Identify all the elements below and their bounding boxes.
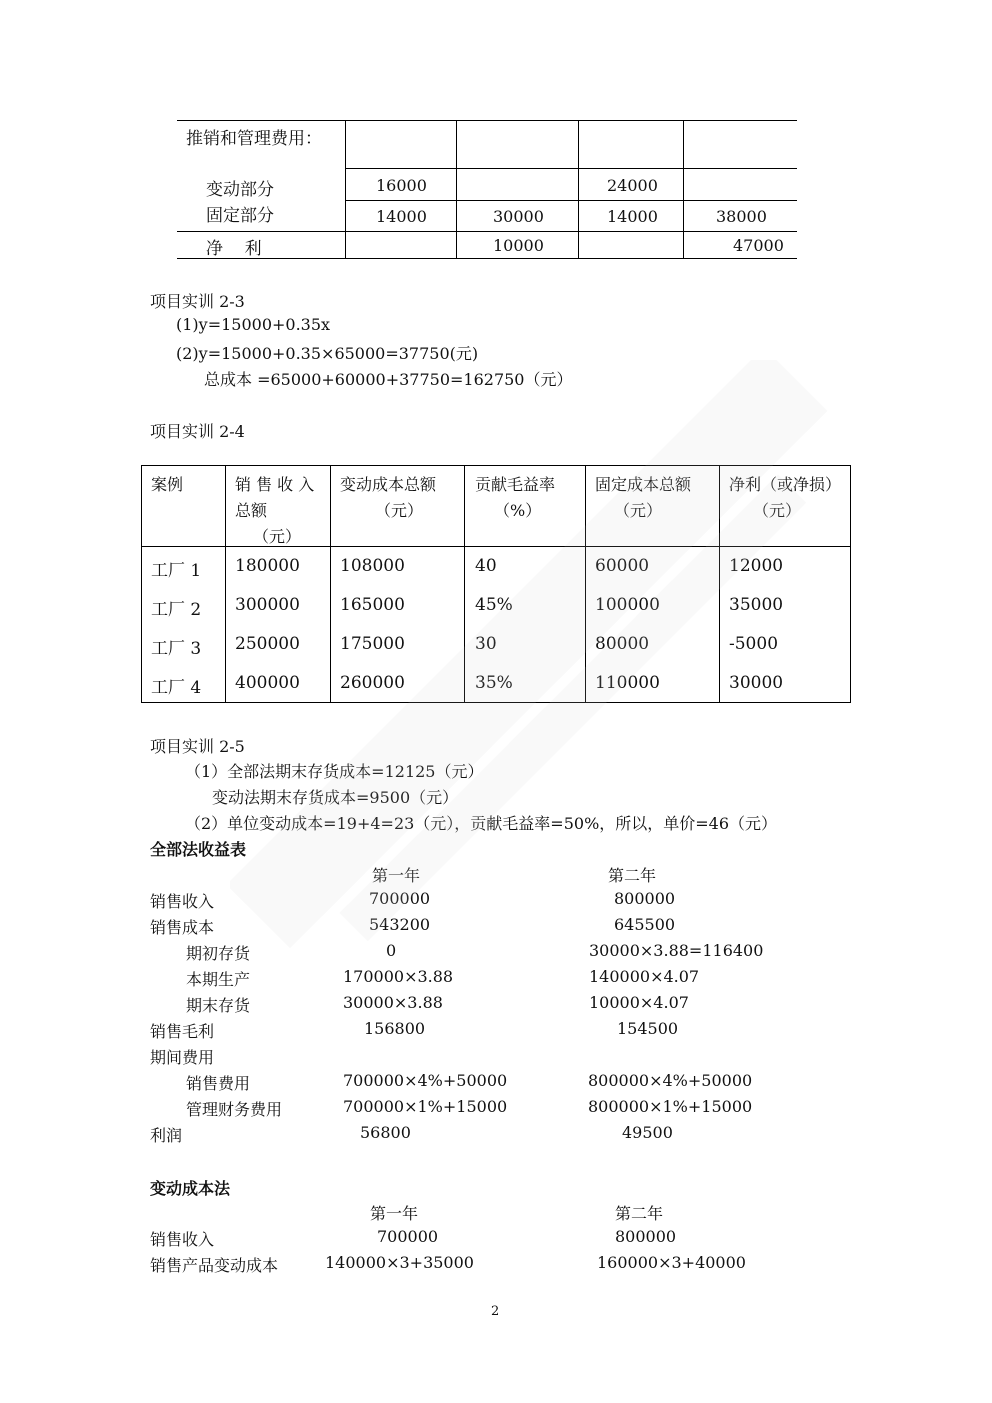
cell: 38000 [716, 207, 767, 226]
cell: 175000 [340, 634, 405, 654]
section-title: 项目实训 2-3 [150, 292, 245, 311]
value-year2: 160000×3+40000 [597, 1253, 746, 1272]
answer-line: （2）单位变动成本=19+4=23（元），贡献毛益率=50%，所以，单价=46（元） [185, 814, 778, 833]
header-sales: （元） [253, 527, 302, 546]
value-year1: 0 [386, 941, 397, 960]
header-variable-cost: 变动成本总额 [340, 475, 437, 494]
cell: 工厂 4 [151, 678, 202, 698]
value-year1: 140000×3+35000 [325, 1253, 474, 1272]
expense-header-label: 推销和管理费用： [186, 129, 322, 149]
value-year2: 10000×4.07 [589, 993, 689, 1012]
formula-line: (2)y=15000+0.35×65000=37750(元) [176, 344, 479, 363]
cell: 工厂 2 [151, 600, 202, 620]
value-year1: 156800 [364, 1019, 426, 1038]
row-label: 利润 [150, 1126, 183, 1145]
page-number: 2 [491, 1304, 500, 1319]
value-year2: 645500 [614, 915, 676, 934]
cell: 400000 [235, 673, 300, 693]
row-label: 本期生产 [186, 970, 251, 989]
cell: 24000 [607, 176, 658, 195]
header-case: 案例 [151, 475, 184, 494]
value-year2: 154500 [617, 1019, 679, 1038]
row-label: 管理财务费用 [186, 1100, 283, 1119]
header-fixed-cost: 固定成本总额 [595, 475, 692, 494]
row-label-fixed: 固定部分 [206, 206, 274, 226]
value-year1: 56800 [360, 1123, 411, 1142]
row-label: 销售产品变动成本 [150, 1256, 279, 1275]
value-year2: 30000×3.88=116400 [589, 941, 764, 960]
cell: 工厂 3 [151, 639, 202, 659]
cell: 180000 [235, 556, 300, 576]
cell: 10000 [493, 236, 544, 255]
header-margin-rate: 贡献毛益率 [475, 475, 556, 494]
cell: 47000 [733, 236, 784, 255]
row-label: 期初存货 [186, 944, 251, 963]
row-label-net-profit: 净 利 [206, 239, 262, 259]
cell: 165000 [340, 595, 405, 615]
cell: 30000 [493, 207, 544, 226]
formula-line: (1)y=15000+0.35x [176, 315, 331, 334]
value-year2: 49500 [622, 1123, 673, 1142]
answer-line: 变动法期末存货成本=9500（元） [212, 788, 459, 807]
header-net-profit: （元） [753, 501, 802, 520]
header-net-profit: 净利（或净损） [729, 475, 842, 494]
watermark [230, 360, 870, 980]
value-year1: 170000×3.88 [343, 967, 454, 986]
column-header-year1: 第一年 [372, 866, 421, 885]
formula-line: 总成本 =65000+60000+37750=162750（元） [204, 370, 573, 389]
cell: 45% [475, 595, 513, 615]
answer-line: （1）全部法期末存货成本=12125（元） [185, 762, 484, 781]
cell: 40 [475, 556, 497, 576]
header-margin-rate: （%） [494, 501, 542, 520]
cell: 30000 [729, 673, 784, 693]
statement-title: 全部法收益表 [150, 840, 247, 859]
row-label: 期末存货 [186, 996, 251, 1015]
cell: 35000 [729, 595, 784, 615]
row-label: 销售成本 [150, 918, 215, 937]
value-year1: 543200 [369, 915, 431, 934]
header-sales: 销 售 收 入 [235, 475, 315, 494]
cell: 14000 [376, 207, 427, 226]
header-fixed-cost: （元） [614, 501, 663, 520]
cell: 108000 [340, 556, 405, 576]
row-label: 销售收入 [150, 892, 215, 911]
value-year2: 800000 [614, 889, 676, 908]
value-year2: 800000 [615, 1227, 677, 1246]
cell: 14000 [607, 207, 658, 226]
cell: 100000 [595, 595, 660, 615]
row-label: 销售毛利 [150, 1022, 215, 1041]
value-year1: 30000×3.88 [343, 993, 443, 1012]
value-year1: 700000 [369, 889, 431, 908]
cell: 12000 [729, 556, 784, 576]
column-header-year1: 第一年 [370, 1204, 419, 1223]
cell: 80000 [595, 634, 650, 654]
row-label-variable: 变动部分 [206, 180, 274, 200]
value-year2: 800000×1%+15000 [588, 1097, 753, 1116]
row-label: 销售费用 [186, 1074, 251, 1093]
cell: 工厂 1 [151, 561, 202, 581]
value-year1: 700000×1%+15000 [343, 1097, 508, 1116]
value-year2: 800000×4%+50000 [588, 1071, 753, 1090]
cell: 35% [475, 673, 513, 693]
column-header-year2: 第二年 [615, 1204, 664, 1223]
cell: 110000 [595, 673, 660, 693]
cell: -5000 [729, 634, 779, 654]
header-variable-cost: （元） [375, 501, 424, 520]
value-year2: 140000×4.07 [589, 967, 700, 986]
cell: 300000 [235, 595, 300, 615]
value-year1: 700000 [377, 1227, 439, 1246]
statement-title: 变动成本法 [150, 1179, 231, 1198]
header-sales: 总额 [235, 501, 268, 520]
column-header-year2: 第二年 [608, 866, 657, 885]
row-label: 期间费用 [150, 1048, 215, 1067]
cell: 60000 [595, 556, 650, 576]
row-label: 销售收入 [150, 1230, 215, 1249]
cell: 260000 [340, 673, 405, 693]
cell: 30 [475, 634, 497, 654]
cell: 250000 [235, 634, 300, 654]
value-year1: 700000×4%+50000 [343, 1071, 508, 1090]
cell: 16000 [376, 176, 427, 195]
section-title: 项目实训 2-4 [150, 422, 245, 441]
section-title: 项目实训 2-5 [150, 737, 245, 756]
